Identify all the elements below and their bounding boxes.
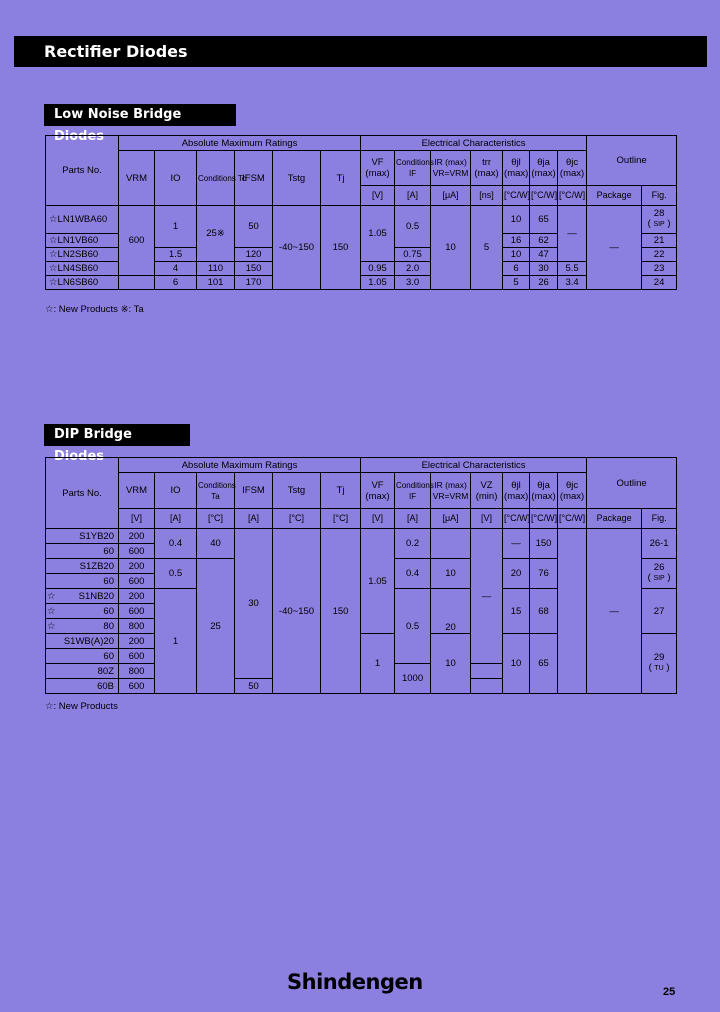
- table-row-part: [46, 276, 119, 290]
- part-number: S1NB20: [78, 590, 114, 602]
- cell-cond: 25※: [197, 206, 235, 262]
- cell-io: 1: [155, 589, 197, 694]
- col-thjc: θjc (max): [558, 473, 587, 509]
- col-thja: θja (max): [530, 151, 558, 186]
- cell-thjl: 20: [503, 559, 530, 589]
- part-number: S1WB(A)20: [63, 635, 114, 647]
- unit-ua: [μA]: [431, 186, 471, 206]
- cell-ifsm: 170: [235, 276, 273, 290]
- part-number: 60: [103, 605, 114, 617]
- table-row-part: [46, 604, 119, 619]
- col-vrm: VRM: [119, 473, 155, 509]
- col-fig: Fig.: [642, 509, 677, 529]
- cell-thjl: 16: [503, 234, 530, 248]
- cell-cond-if: 3.0: [395, 276, 431, 290]
- cell-cond: 40: [197, 529, 235, 559]
- col-ir: IR (max) VR=VRM: [431, 151, 471, 186]
- table-row-part: [46, 234, 119, 248]
- col-io: IO: [155, 151, 197, 206]
- cell-thjl: 15: [503, 589, 530, 634]
- cell-vrm: 600: [119, 679, 155, 694]
- cell-thjl: 10: [503, 634, 530, 694]
- col-outline: Outline: [587, 458, 677, 509]
- cell-fig: 26-1: [642, 529, 677, 559]
- unit-v: [V]: [471, 509, 503, 529]
- table-row-part: [46, 619, 119, 634]
- dip-bridge-table: [45, 457, 677, 694]
- cell-ifsm: 120: [235, 248, 273, 262]
- cell-vrm: 200: [119, 634, 155, 649]
- cell-fig: 22: [642, 248, 677, 262]
- cell-fig: 21: [642, 234, 677, 248]
- cell-cond-if: 0.5: [395, 206, 431, 248]
- cell-io: 1.5: [155, 248, 197, 262]
- unit-cw: [°C/W]: [558, 186, 587, 206]
- part-number: LN2SB60: [57, 249, 99, 260]
- cell-thja: 62: [530, 234, 558, 248]
- part-number: LN1VB60: [57, 235, 99, 246]
- col-thjl: θjl (max): [503, 473, 530, 509]
- cell-vrm: 800: [119, 619, 155, 634]
- unit-cw: [°C/W]: [503, 509, 530, 529]
- unit-c: [°C]: [273, 509, 321, 529]
- cell-fig: 28 ( SIP ): [642, 206, 677, 234]
- cell-thjl: 5: [503, 276, 530, 290]
- cell-thjl: 10: [503, 248, 530, 262]
- low-noise-bridge-table: [45, 135, 677, 290]
- brand-logo: Shindengen: [287, 970, 423, 994]
- group-amr: Absolute Maximum Ratings: [119, 458, 361, 473]
- cell-io: 4: [155, 262, 197, 276]
- unit-ua: [μA]: [431, 509, 471, 529]
- cell-ifsm: 30: [235, 529, 273, 679]
- group-ec: Electrical Characteristics: [361, 458, 587, 473]
- cell-ir: 10: [431, 206, 471, 290]
- table-row-part: [46, 529, 119, 544]
- cell-ir: 20: [431, 589, 471, 634]
- cell-cond-if: 2.0: [395, 262, 431, 276]
- table-row-part: [46, 248, 119, 262]
- cell-tstg: -40~150: [273, 529, 321, 694]
- unit-a: [A]: [155, 509, 197, 529]
- part-number: 60: [103, 545, 114, 557]
- cell-fig: 26 ( SIP ): [642, 559, 677, 589]
- cell-package: —: [587, 206, 642, 290]
- cell-vz: —: [471, 529, 503, 664]
- cell-tj: 150: [321, 529, 361, 694]
- unit-c: [°C]: [197, 509, 235, 529]
- col-io: IO: [155, 473, 197, 509]
- cell-vrm: 200: [119, 589, 155, 604]
- new-product-mark: ☆: [49, 235, 58, 246]
- cell-ir-empty: [431, 529, 471, 559]
- cell-cond-if-empty: [471, 679, 503, 694]
- page-number: 25: [663, 986, 676, 998]
- cell-vrm-empty: [119, 276, 155, 290]
- part-number: 80Z: [97, 665, 114, 677]
- col-cond-if: Conditions IF: [395, 473, 431, 509]
- cell-vrm: 200: [119, 559, 155, 574]
- fig-number: 26: [653, 562, 665, 573]
- cell-cond: 110: [197, 262, 235, 276]
- part-number: S1YB20: [79, 530, 114, 542]
- section-label-dip: DIP Bridge Diodes: [44, 424, 190, 446]
- cell-ir: 10: [431, 559, 471, 589]
- col-vf: VF (max): [361, 473, 395, 509]
- col-vz: VZ (min): [471, 473, 503, 509]
- group-amr: Absolute Maximum Ratings: [119, 136, 361, 151]
- new-product-mark: ☆: [49, 249, 58, 260]
- cell-fig: 27: [642, 589, 677, 634]
- new-product-mark: ☆: [47, 605, 56, 617]
- section-label-low-noise: Low Noise Bridge Diodes: [44, 104, 236, 126]
- table-row-part: [46, 589, 119, 604]
- cell-thja: 65: [530, 206, 558, 234]
- table-row-part: [46, 634, 119, 649]
- col-trr: trr (max): [471, 151, 503, 186]
- cell-thja: 30: [530, 262, 558, 276]
- table-row-part: [46, 649, 119, 664]
- table-row-part: [46, 574, 119, 589]
- col-thja: θja (max): [530, 473, 558, 509]
- col-vf: VF (max): [361, 151, 395, 186]
- col-vrm: VRM: [119, 151, 155, 206]
- cell-cond: 25: [197, 559, 235, 694]
- fig-package-sip: SIP: [653, 575, 665, 582]
- cell-thjc: —: [558, 206, 587, 262]
- part-number: 60: [103, 575, 114, 587]
- cell-fig: 29 ( TU ): [642, 634, 677, 694]
- unit-v: [V]: [119, 509, 155, 529]
- unit-cw: [°C/W]: [530, 186, 558, 206]
- cell-thjl: 6: [503, 262, 530, 276]
- cell-vrm: 600: [119, 544, 155, 559]
- part-number: 60: [103, 650, 114, 662]
- new-product-mark: ☆: [49, 214, 58, 225]
- new-product-mark: ☆: [47, 590, 56, 602]
- cell-vf: 0.95: [361, 262, 395, 276]
- col-tstg: Tstg: [273, 151, 321, 206]
- new-product-mark: ☆: [49, 277, 58, 288]
- col-parts: Parts No.: [46, 458, 119, 529]
- table-row-part: [46, 559, 119, 574]
- unit-cw: [°C/W]: [558, 509, 587, 529]
- cell-cond-if: 0.4: [395, 559, 431, 589]
- col-ifsm: IFSM: [235, 473, 273, 509]
- cell-vrm: 200: [119, 529, 155, 544]
- part-number: LN6SB60: [57, 277, 99, 288]
- cell-thja: 76: [530, 559, 558, 589]
- cell-vz: 1000: [395, 664, 431, 694]
- cell-ifsm: 50: [235, 679, 273, 694]
- fig-number: 29: [653, 652, 665, 663]
- cell-thjl: 10: [503, 206, 530, 234]
- cell-io: 0.4: [155, 529, 197, 559]
- page-title: Rectifier Diodes: [14, 36, 707, 67]
- col-tstg: Tstg: [273, 473, 321, 509]
- cell-cond-if: 0.2: [395, 529, 431, 559]
- cell-thjc-empty: [558, 529, 587, 694]
- unit-v: [V]: [361, 186, 395, 206]
- cell-fig: 24: [642, 276, 677, 290]
- col-package: Package: [587, 509, 642, 529]
- cell-vrm: 600: [119, 574, 155, 589]
- table-row-part: [46, 544, 119, 559]
- fig-package-tu: TU: [654, 665, 664, 672]
- table-row-part: [46, 206, 119, 234]
- col-cond-if: Conditions IF: [395, 151, 431, 186]
- cell-vrm: 600: [119, 206, 155, 276]
- new-product-mark: ☆: [47, 620, 56, 632]
- part-number: LN4SB60: [57, 263, 99, 274]
- cell-package: —: [587, 529, 642, 694]
- fig-number: 28: [653, 208, 665, 219]
- cell-ifsm: 150: [235, 262, 273, 276]
- footnote-new-products: ☆: New Products ※: Ta: [45, 304, 144, 315]
- cell-thja: 150: [530, 529, 558, 559]
- fig-package-sip: SIP: [653, 221, 665, 228]
- part-number: S1ZB20: [79, 560, 114, 572]
- cell-io: 0.5: [155, 559, 197, 589]
- cell-vf: 1.05: [361, 206, 395, 262]
- col-ir: IR (max) VR=VRM: [431, 473, 471, 509]
- cell-thja: 68: [530, 589, 558, 634]
- cell-io: 6: [155, 276, 197, 290]
- table-row-part: [46, 664, 119, 679]
- cell-tstg: -40~150: [273, 206, 321, 290]
- cell-thja: 65: [530, 634, 558, 694]
- col-thjl: θjl (max): [503, 151, 530, 186]
- cell-thjc: 5.5: [558, 262, 587, 276]
- part-number: 60B: [97, 680, 114, 692]
- table-row-part: [46, 679, 119, 694]
- cell-tj: 150: [321, 206, 361, 290]
- col-fig: Fig.: [642, 186, 677, 206]
- cell-cond: 101: [197, 276, 235, 290]
- col-cond-ta: Conditions Ta: [197, 473, 235, 509]
- footnote-new-products: ☆: New Products: [45, 701, 118, 712]
- cell-thjc: 3.4: [558, 276, 587, 290]
- col-package: Package: [587, 186, 642, 206]
- cell-vf: 1.05: [361, 276, 395, 290]
- col-tj: Tj: [321, 473, 361, 509]
- col-thjc: θjc (max): [558, 151, 587, 186]
- cell-cond-if: 0.75: [395, 248, 431, 262]
- cell-thja: 26: [530, 276, 558, 290]
- col-parts: Parts No.: [46, 136, 119, 206]
- new-product-mark: ☆: [49, 263, 58, 274]
- cell-vf: 1.05: [361, 529, 395, 634]
- cell-cond-if: 0.5: [395, 589, 431, 664]
- cell-thja: 47: [530, 248, 558, 262]
- unit-a: [A]: [395, 509, 431, 529]
- cell-vf: 1: [361, 634, 395, 694]
- unit-v: [V]: [361, 509, 395, 529]
- cell-ir: 10: [431, 634, 471, 694]
- unit-a: [A]: [235, 509, 273, 529]
- unit-cw: [°C/W]: [530, 509, 558, 529]
- cell-vrm: 600: [119, 649, 155, 664]
- col-ifsm: IFSM: [235, 151, 273, 206]
- col-cond-tc: Conditions Tc: [197, 151, 235, 206]
- col-tj: Tj: [321, 151, 361, 206]
- part-number: LN1WBA60: [57, 214, 108, 225]
- table-row-part: [46, 262, 119, 276]
- cell-fig: 23: [642, 262, 677, 276]
- unit-c: [°C]: [321, 509, 361, 529]
- cell-ifsm: 50: [235, 206, 273, 248]
- cell-trr: 5: [471, 206, 503, 290]
- part-number: 80: [103, 620, 114, 632]
- unit-ns: [ns]: [471, 186, 503, 206]
- unit-cw: [°C/W]: [503, 186, 530, 206]
- cell-vrm: 800: [119, 664, 155, 679]
- unit-a: [A]: [395, 186, 431, 206]
- group-ec: Electrical Characteristics: [361, 136, 587, 151]
- cell-io: 1: [155, 206, 197, 248]
- cell-thjl: —: [503, 529, 530, 559]
- col-outline: Outline: [587, 136, 677, 186]
- cell-vrm: 600: [119, 604, 155, 619]
